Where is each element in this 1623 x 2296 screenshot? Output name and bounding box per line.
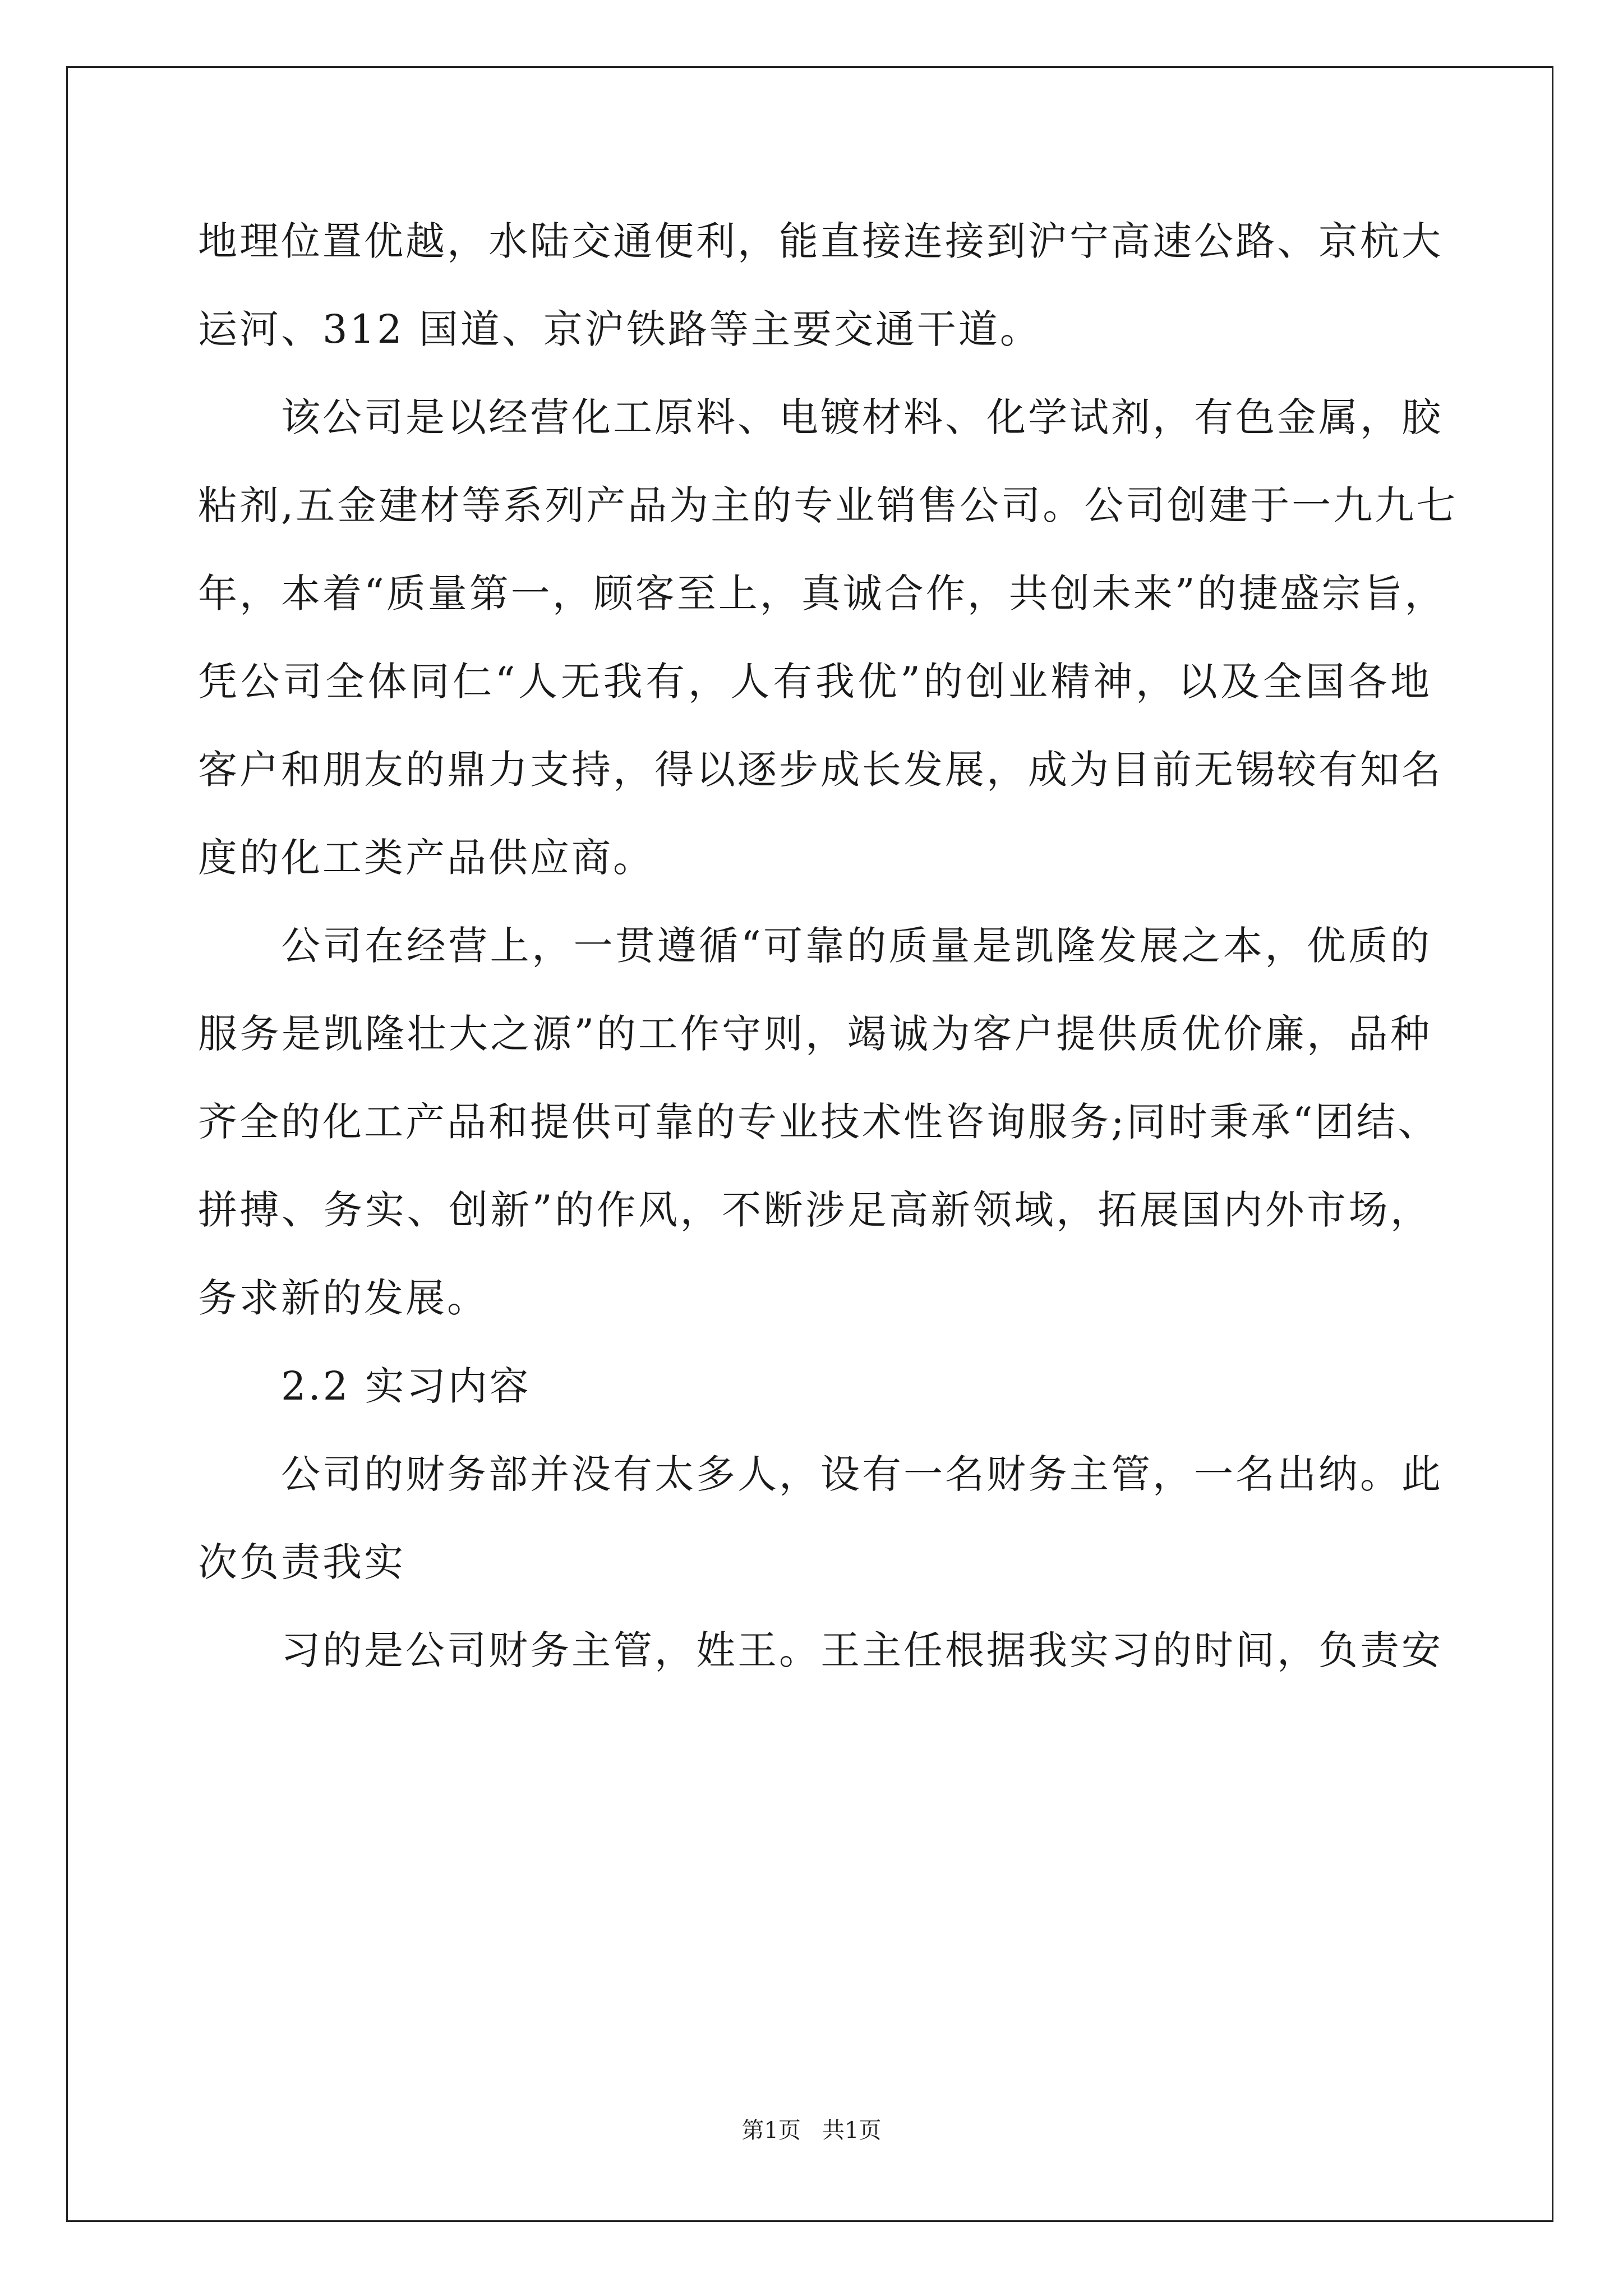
text-line: 该公司是以经营化工原料、电镀材料、化学试剂，有色金属，胶 bbox=[281, 394, 1443, 440]
paragraph-supervisor bbox=[198, 1622, 1443, 1678]
text-line: 客户和朋友的鼎力支持，得以逐步成长发展，成为目前无锡较有知名 bbox=[198, 747, 1443, 793]
text-line: 凭公司全体同仁“人无我有，人有我优”的创业精神，以及全国各地 bbox=[198, 659, 1432, 705]
text-line: 年，本着“质量第一，顾客至上，真诚合作，共创未来”的捷盛宗旨， bbox=[198, 570, 1446, 616]
text-line: 服务是凯隆壮大之源”的工作守则，竭诚为客户提供质优价廉，品种 bbox=[198, 1011, 1432, 1057]
text-line: 齐全的化工产品和提供可靠的专业技术性咨询服务;同时秉承“团结、 bbox=[198, 1099, 1440, 1145]
paragraph-location bbox=[198, 213, 1443, 357]
paragraph-business-principles bbox=[198, 918, 1440, 1326]
section-heading-text: 2.2 实习内容 bbox=[281, 1363, 531, 1409]
text-line: 公司的财务部并没有太多人，设有一名财务主管，一名出纳。此 bbox=[281, 1451, 1443, 1497]
text-line: 粘剂,五金建材等系列产品为主的专业销售公司。公司创建于一九九七 bbox=[198, 482, 1458, 528]
text-line: 地理位置优越，水陆交通便利，能直接连接到沪宁高速公路、京杭大 bbox=[198, 218, 1443, 264]
text-line: 务求新的发展。 bbox=[198, 1275, 488, 1321]
text-line: 拼搏、务实、创新”的作风，不断涉足高新领域，拓展国内外市场， bbox=[198, 1187, 1432, 1233]
text-line: 度的化工类产品供应商。 bbox=[198, 835, 654, 881]
document-body bbox=[198, 213, 1458, 1710]
text-line: 次负责我实 bbox=[198, 1539, 405, 1585]
text-line: 习的是公司财务主管，姓王。王主任根据我实习的时间，负责安 bbox=[281, 1627, 1443, 1673]
paragraph-finance-dept bbox=[198, 1446, 1443, 1590]
text-line: 运河、312 国道、京沪铁路等主要交通干道。 bbox=[198, 306, 1041, 352]
page-footer: 第1页 共1页 bbox=[741, 2118, 882, 2143]
paragraph-company-intro bbox=[198, 389, 1458, 886]
section-heading bbox=[198, 1358, 1432, 1414]
text-line: 公司在经营上，一贯遵循“可靠的质量是凯隆发展之本，优质的 bbox=[281, 923, 1432, 969]
